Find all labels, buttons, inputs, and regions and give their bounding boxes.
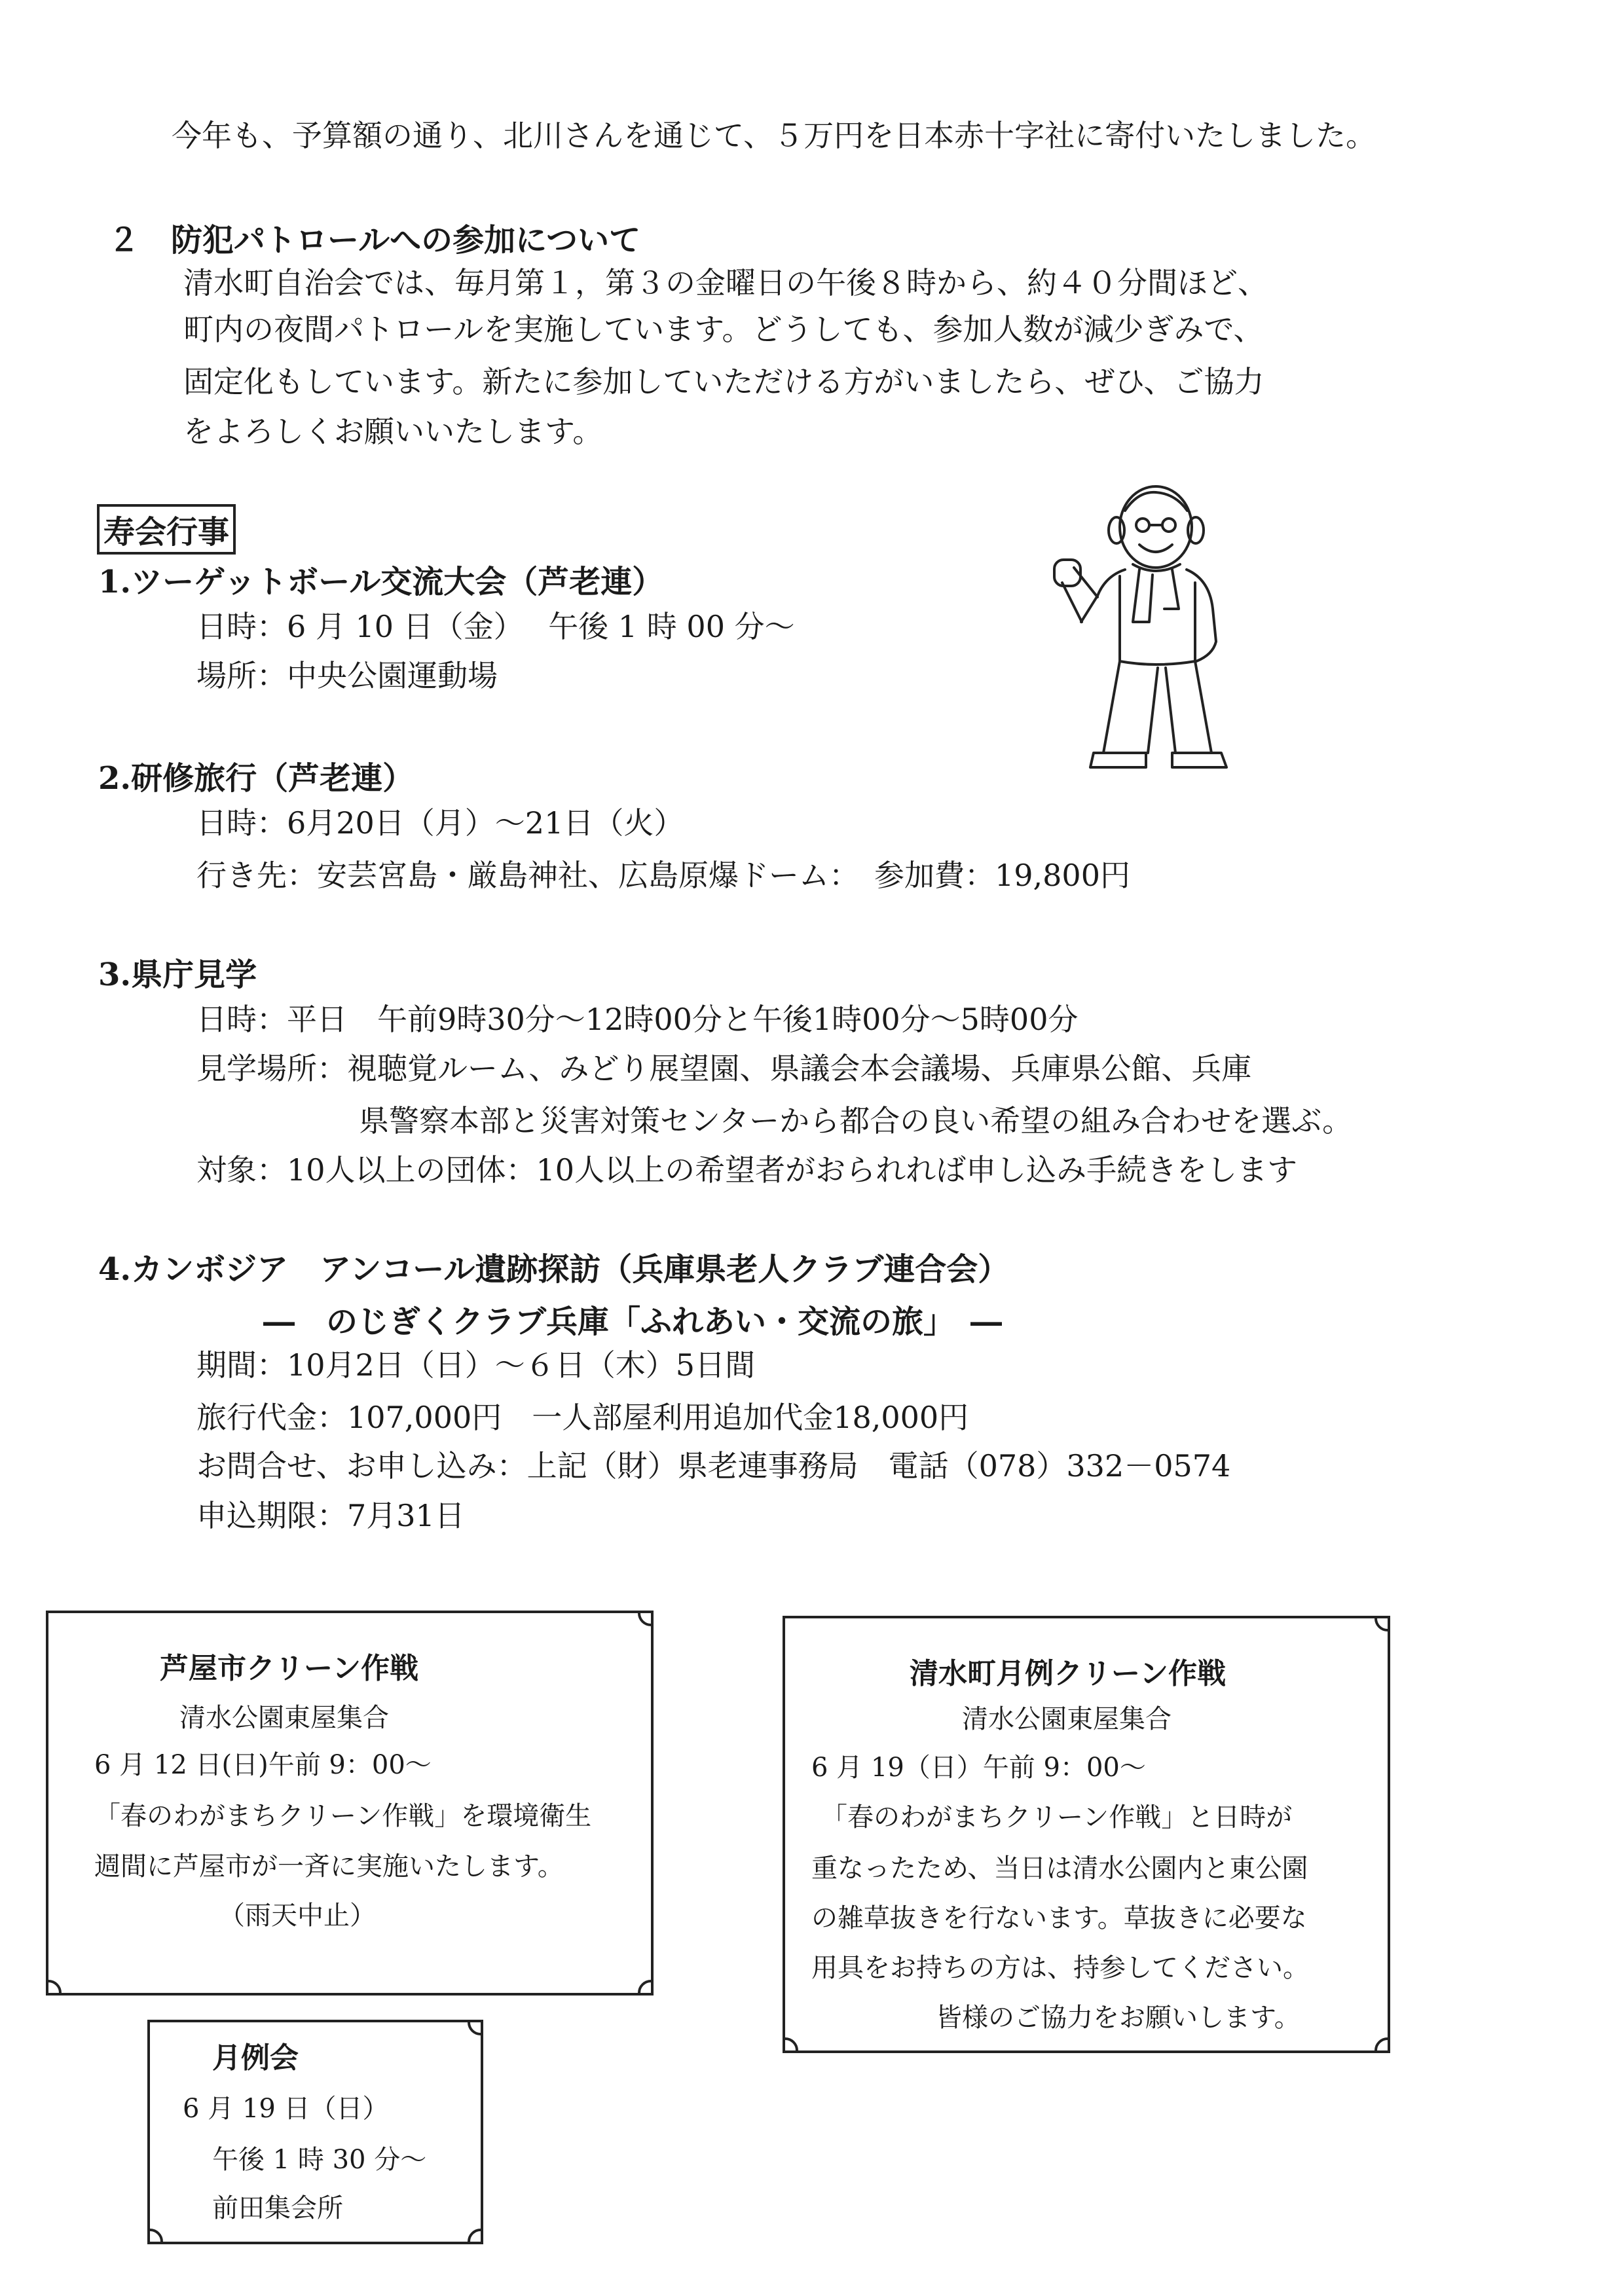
shimizu-cleanup-box: [783, 1616, 1390, 2053]
patrol-line-3: 固定化もしています。新たに参加していただける方がいましたら、ぜひ、ご協力: [183, 364, 1264, 399]
intro-text: 今年も、予算額の通り、北川さんを通じて、５万円を日本赤十字社に寄付いたしました。: [172, 118, 1376, 153]
event2-title: 2.研修旅行（芦老連）: [98, 760, 415, 797]
ashiya-box-date: 6 月 12 日(日)午前 9：00～: [94, 1750, 432, 1780]
patrol-line-4: をよろしくお願いいたします。: [183, 414, 603, 449]
event4-deadline: 申込期限：7月31日: [196, 1498, 465, 1533]
shimizu-box-meet: 清水公園東屋集合: [962, 1704, 1172, 1734]
monthly-meeting-place: 前田集会所: [212, 2193, 343, 2223]
ashiya-box-title: 芦屋市クリーン作戦: [160, 1652, 419, 1685]
monthly-meeting-time: 午後 1 時 30 分～: [212, 2145, 427, 2175]
patrol-line-1: 清水町自治会では、毎月第１，第３の金曜日の午後８時から、約４０分間ほど、: [183, 265, 1268, 301]
elderly-man-illustration: [1041, 471, 1251, 779]
event1-title: 1.ツーゲットボール交流大会（芦老連）: [98, 564, 664, 600]
ashiya-box-note: （雨天中止）: [219, 1901, 376, 1931]
event1-place: 場所：中央公園運動場: [196, 658, 498, 693]
shimizu-box-line-1: 「春のわがまちクリーン作戦」と日時が: [821, 1802, 1293, 1832]
event3-place-2: 県警察本部と災害対策センターから都合の良い希望の組み合わせを選ぶ。: [359, 1103, 1353, 1139]
event2-date: 日時：6月20日（月）～21日（火）: [196, 805, 684, 841]
event4-period: 期間：10月2日（日）～６日（木）5日間: [196, 1347, 756, 1383]
patrol-title: ２ 防犯パトロールへの参加について: [108, 222, 641, 259]
event4-subtitle: ― のじぎくクラブ兵庫「ふれあい・交流の旅」 ―: [263, 1303, 1003, 1340]
monthly-meeting-date: 6 月 19 日（日）: [183, 2094, 389, 2124]
event1-date: 日時：6 月 10 日（金） 午後 1 時 00 分～: [196, 609, 795, 644]
event3-title: 3.県庁見学: [98, 957, 257, 993]
event4-cost: 旅行代金：107,000円 一人部屋利用追加代金18,000円: [196, 1400, 969, 1435]
event3-date: 日時：平日 午前9時30分～12時00分と午後1時00分～5時00分: [196, 1002, 1079, 1037]
shimizu-box-line-4: 用具をお持ちの方は、持参してください。: [811, 1953, 1309, 1983]
shimizu-box-title: 清水町月例クリーン作戦: [910, 1657, 1227, 1690]
monthly-meeting-box: [147, 2020, 483, 2244]
monthly-meeting-title: 月例会: [212, 2041, 299, 2075]
ashiya-box-line-1: 「春のわがまちクリーン作戦」を環境衛生: [94, 1801, 592, 1831]
ashiya-box-meet: 清水公園東屋集合: [179, 1703, 389, 1733]
event3-target: 対象：10人以上の団体：10人以上の希望者がおられれば申し込み手続きをします: [196, 1152, 1298, 1188]
event3-place-1: 見学場所：視聴覚ルーム、みどり展望園、県議会本会議場、兵庫県公館、兵庫: [196, 1051, 1252, 1086]
ashiya-cleanup-box: [46, 1611, 654, 1995]
shimizu-box-line-3: の雑草抜きを行ないます。草抜きに必要な: [811, 1903, 1307, 1933]
event4-title: 4.カンボジア アンコール遺跡探訪（兵庫県老人クラブ連合会）: [98, 1251, 1010, 1288]
patrol-line-2: 町内の夜間パトロールを実施しています。どうしても、参加人数が減少ぎみで、: [183, 312, 1264, 347]
shimizu-box-line-2: 重なったため、当日は清水公園内と東公園: [811, 1853, 1308, 1884]
shimizu-box-date: 6 月 19（日）午前 9：00～: [811, 1753, 1146, 1783]
event4-contact: お問合せ、お申し込み：上記（財）県老連事務局 電話（078）332－0574: [196, 1448, 1231, 1484]
shimizu-box-line-5: 皆様のご協力をお願いします。: [936, 2003, 1301, 2033]
event2-destination: 行き先：安芸宮島・厳島神社、広島原爆ドーム： 参加費：19,800円: [196, 858, 1130, 893]
ashiya-box-line-2: 週間に芦屋市が一斉に実施いたします。: [94, 1851, 564, 1882]
kotobuki-header: 寿会行事: [97, 504, 236, 555]
